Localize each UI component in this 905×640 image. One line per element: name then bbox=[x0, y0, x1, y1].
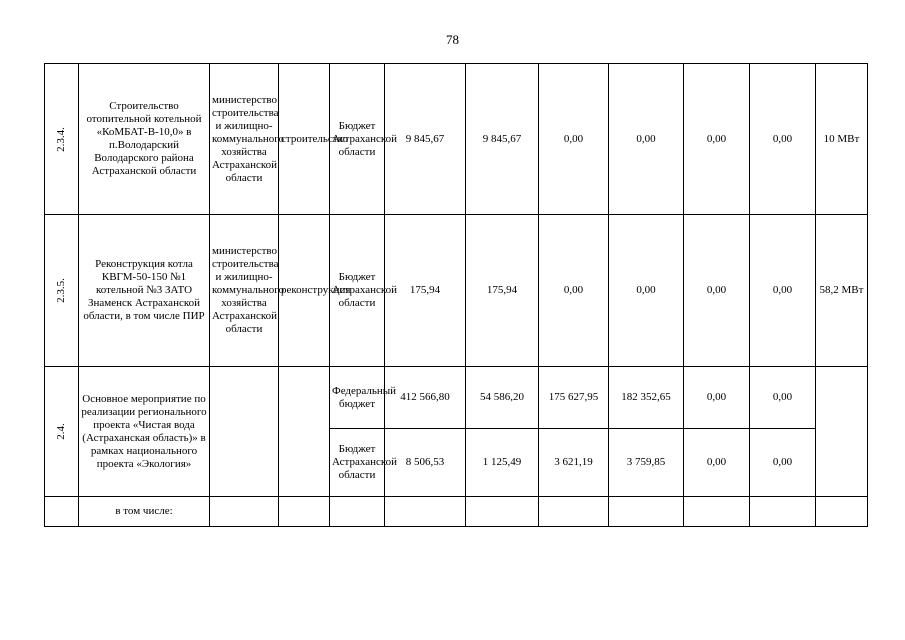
value-total: 8 506,53 bbox=[385, 429, 466, 497]
table-row bbox=[45, 497, 868, 527]
page-number: 78 bbox=[446, 32, 459, 47]
value-year-4: 0,00 bbox=[684, 429, 750, 497]
value-year-5: 0,00 bbox=[750, 64, 816, 215]
program-table bbox=[44, 63, 868, 527]
value-year-3: 182 352,65 bbox=[609, 367, 684, 429]
executor: министерство строительства и жилищно-коммунального хозяйства Астраханской области bbox=[210, 215, 279, 367]
row-code: 2.4. bbox=[45, 367, 79, 497]
funding-source: Федеральный бюджет bbox=[330, 367, 385, 429]
value-year-4: 0,00 bbox=[684, 64, 750, 215]
value-year-3: 0,00 bbox=[609, 64, 684, 215]
value-year-2: 3 621,19 bbox=[539, 429, 609, 497]
capacity: 10 МВт bbox=[816, 64, 868, 215]
row-code-empty bbox=[45, 497, 79, 527]
value-total: 175,94 bbox=[385, 215, 466, 367]
value-year-1: 1 125,49 bbox=[466, 429, 539, 497]
value-year-2: 175 627,95 bbox=[539, 367, 609, 429]
value-year-4: 0,00 bbox=[684, 215, 750, 367]
including-label: в том числе: bbox=[79, 497, 210, 527]
work-type: реконструкция bbox=[279, 215, 330, 367]
measure-name: Основное мероприятие по реализации регионального проекта «Чистая вода (Астраханская область)» в рамках национального проекта «Экология» bbox=[79, 367, 210, 497]
value-year-5: 0,00 bbox=[750, 215, 816, 367]
capacity-empty bbox=[816, 367, 868, 497]
measure-name: Строительство отопительной котельной «КоМБАТ-В-10,0» в п.Володарский Володарского района Астраханской области bbox=[79, 64, 210, 215]
value-total: 9 845,67 bbox=[385, 64, 466, 215]
table-row bbox=[45, 64, 868, 215]
table-row bbox=[45, 367, 868, 429]
work-type-empty bbox=[279, 367, 330, 497]
capacity: 58,2 МВт bbox=[816, 215, 868, 367]
value-year-1: 175,94 bbox=[466, 215, 539, 367]
table-row bbox=[45, 215, 868, 367]
value-year-1: 54 586,20 bbox=[466, 367, 539, 429]
measure-name: Реконструкция котла КВГМ-50-150 №1 котельной №3 ЗАТО Знаменск Астраханской области, в том числе ПИР bbox=[79, 215, 210, 367]
executor: министерство строительства и жилищно-коммунального хозяйства Астраханской области bbox=[210, 64, 279, 215]
funding-source: Бюджет Астраханской области bbox=[330, 429, 385, 497]
row-code: 2.3.4. bbox=[45, 64, 79, 215]
value-year-5: 0,00 bbox=[750, 429, 816, 497]
executor-empty bbox=[210, 367, 279, 497]
value-year-3: 3 759,85 bbox=[609, 429, 684, 497]
value-year-3: 0,00 bbox=[609, 215, 684, 367]
funding-source: Бюджет Астраханской области bbox=[330, 64, 385, 215]
value-year-2: 0,00 bbox=[539, 215, 609, 367]
funding-source: Бюджет Астраханской области bbox=[330, 215, 385, 367]
value-year-5: 0,00 bbox=[750, 367, 816, 429]
value-year-4: 0,00 bbox=[684, 367, 750, 429]
work-type: строительство bbox=[279, 64, 330, 215]
value-year-1: 9 845,67 bbox=[466, 64, 539, 215]
value-year-2: 0,00 bbox=[539, 64, 609, 215]
value-total: 412 566,80 bbox=[385, 367, 466, 429]
row-code: 2.3.5. bbox=[45, 215, 79, 367]
